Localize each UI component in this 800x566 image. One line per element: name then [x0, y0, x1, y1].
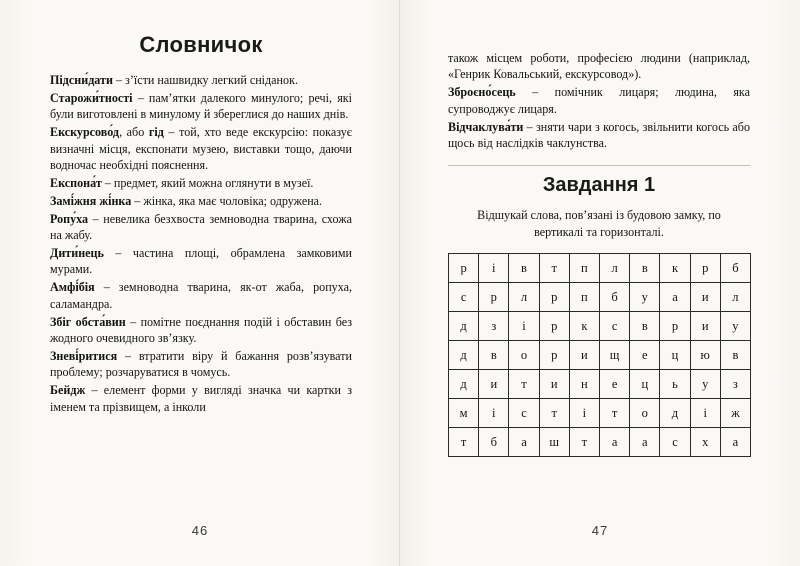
grid-cell[interactable]: д	[449, 370, 479, 399]
grid-cell[interactable]: т	[540, 399, 570, 428]
grid-cell[interactable]: к	[570, 312, 600, 341]
page-title: Словничок	[139, 32, 263, 57]
grid-cell[interactable]: з	[479, 312, 509, 341]
grid-cell[interactable]: к	[660, 254, 690, 283]
grid-cell[interactable]: і	[570, 399, 600, 428]
grid-cell[interactable]: а	[660, 283, 690, 312]
grid-cell[interactable]: а	[509, 428, 539, 457]
grid-cell[interactable]: у	[630, 283, 660, 312]
grid-cell[interactable]: в	[509, 254, 539, 283]
glossary-entry: також місцем роботи, професією людини (наприклад, «Генрик Ковальський, екскурсовод»).	[448, 51, 750, 82]
grid-cell[interactable]: а	[600, 428, 630, 457]
grid-cell[interactable]: и	[691, 283, 721, 312]
grid-cell[interactable]: а	[630, 428, 660, 457]
grid-cell[interactable]: б	[479, 428, 509, 457]
grid-cell[interactable]: с	[660, 428, 690, 457]
grid-cell[interactable]: в	[479, 341, 509, 370]
glossary-entry: Зброєно́сець – помічник лицаря; людина, яка супроводжує лицаря.	[448, 85, 750, 116]
grid-cell[interactable]: л	[721, 283, 751, 312]
glossary-entry: Ропу́ха – невелика безхвоста земноводна тварина, схожа на жабу.	[50, 211, 352, 243]
grid-cell[interactable]: ь	[660, 370, 690, 399]
grid-cell[interactable]: д	[660, 399, 690, 428]
grid-cell[interactable]: в	[630, 254, 660, 283]
grid-cell[interactable]: р	[449, 254, 479, 283]
grid-cell[interactable]: і	[479, 254, 509, 283]
grid-cell[interactable]: р	[540, 341, 570, 370]
grid-cell[interactable]: п	[570, 254, 600, 283]
grid-cell[interactable]: в	[630, 312, 660, 341]
grid-cell[interactable]: у	[691, 370, 721, 399]
grid-cell[interactable]: е	[600, 370, 630, 399]
grid-cell[interactable]: р	[479, 283, 509, 312]
grid-cell[interactable]: о	[630, 399, 660, 428]
grid-cell[interactable]: с	[449, 283, 479, 312]
glossary-entry: Амфі́бія – земноводна тварина, як-от жаба, ропуха, саламандра.	[50, 280, 352, 311]
grid-cell[interactable]: ц	[660, 341, 690, 370]
grid-cell[interactable]: б	[600, 283, 630, 312]
grid-cell[interactable]: и	[540, 370, 570, 399]
glossary-entry: Замі́жня жі́нка – жінка, яка має чоловіка; одружена.	[50, 193, 323, 208]
grid-cell[interactable]: с	[509, 399, 539, 428]
grid-cell[interactable]: р	[660, 312, 690, 341]
page-number-left: 46	[191, 523, 209, 538]
grid-cell[interactable]: у	[721, 312, 751, 341]
glossary-entry: Підсни́дати – з’їсти нашвидку легкий сніданок.	[50, 73, 298, 87]
grid-cell[interactable]: і	[691, 399, 721, 428]
glossary-entry: Дити́нець – частина площі, обрамлена замковими мурами.	[50, 246, 352, 277]
grid-cell[interactable]: и	[691, 312, 721, 341]
grid-cell[interactable]: т	[540, 254, 570, 283]
glossary-entry: Екскурсово́д, або гід – той, хто веде екскурсію: показує визначні місця, експонати музею, виставки тощо, даючи водночас необхідні пояснення.	[50, 125, 353, 173]
grid-cell[interactable]: л	[600, 254, 630, 283]
grid-cell[interactable]: ц	[630, 370, 660, 399]
task-title: Завдання 1	[542, 174, 656, 197]
word-search-grid[interactable]	[448, 253, 751, 457]
glossary-entry: Старожи́тності – пам’ятки далекого минулого; речі, які були виготовлені в минулому й збереглися до наших днів.	[50, 90, 352, 122]
glossary-entries-left	[50, 72, 352, 415]
glossary-entry: Бейдж – елемент форми у вигляді значка чи картки з іменем та прізвищем, а інколи	[50, 383, 352, 414]
grid-cell[interactable]: ж	[721, 399, 751, 428]
grid-cell[interactable]: м	[449, 399, 479, 428]
grid-cell[interactable]: р	[691, 254, 721, 283]
glossary-entry: Експона́т – предмет, який можна оглянути в музеї.	[50, 175, 314, 190]
grid-cell[interactable]: о	[509, 341, 539, 370]
glossary-entry: Відчаклува́ти – зняти чари з когось, звільнити когось або щось від наслідків чаклунства.	[448, 119, 750, 151]
grid-cell[interactable]: ю	[691, 341, 721, 370]
grid-cell[interactable]: ш	[540, 428, 570, 457]
glossary-entry: Збіг обста́вин – помітне поєднання подій і обставин без жодного очевидного зв’язку.	[50, 314, 353, 346]
grid-cell[interactable]: е	[630, 341, 660, 370]
grid-cell[interactable]: р	[540, 312, 570, 341]
page-right	[400, 0, 800, 566]
glossary-entries-right	[448, 50, 750, 151]
grid-cell[interactable]: х	[691, 428, 721, 457]
grid-cell[interactable]: р	[540, 283, 570, 312]
grid-cell[interactable]: а	[721, 428, 751, 457]
grid-cell[interactable]: в	[721, 341, 751, 370]
grid-cell[interactable]: п	[570, 283, 600, 312]
glossary-entry: Зневі́ритися – втратити віру й бажання розв’язувати проблему; розчаруватися в чомусь.	[50, 349, 352, 380]
grid-cell[interactable]: с	[600, 312, 630, 341]
grid-cell[interactable]: т	[570, 428, 600, 457]
grid-cell[interactable]: з	[721, 370, 751, 399]
grid-cell[interactable]: и	[570, 341, 600, 370]
grid-cell[interactable]: д	[449, 312, 479, 341]
section-divider	[448, 165, 750, 166]
grid-cell[interactable]: и	[479, 370, 509, 399]
grid-cell[interactable]: д	[449, 341, 479, 370]
grid-cell[interactable]: т	[449, 428, 479, 457]
grid-cell[interactable]: л	[509, 283, 539, 312]
grid-cell[interactable]: т	[600, 399, 630, 428]
grid-cell[interactable]: і	[479, 399, 509, 428]
grid-cell[interactable]: і	[509, 312, 539, 341]
grid-cell[interactable]: б	[721, 254, 751, 283]
task-description: Відшукай слова, пов’язані із будовою замку, по вертикалі та горизонталі.	[477, 208, 721, 240]
grid-cell[interactable]: щ	[600, 341, 630, 370]
page-number-right: 47	[591, 523, 609, 538]
grid-cell[interactable]: н	[570, 370, 600, 399]
grid-cell[interactable]: т	[509, 370, 539, 399]
